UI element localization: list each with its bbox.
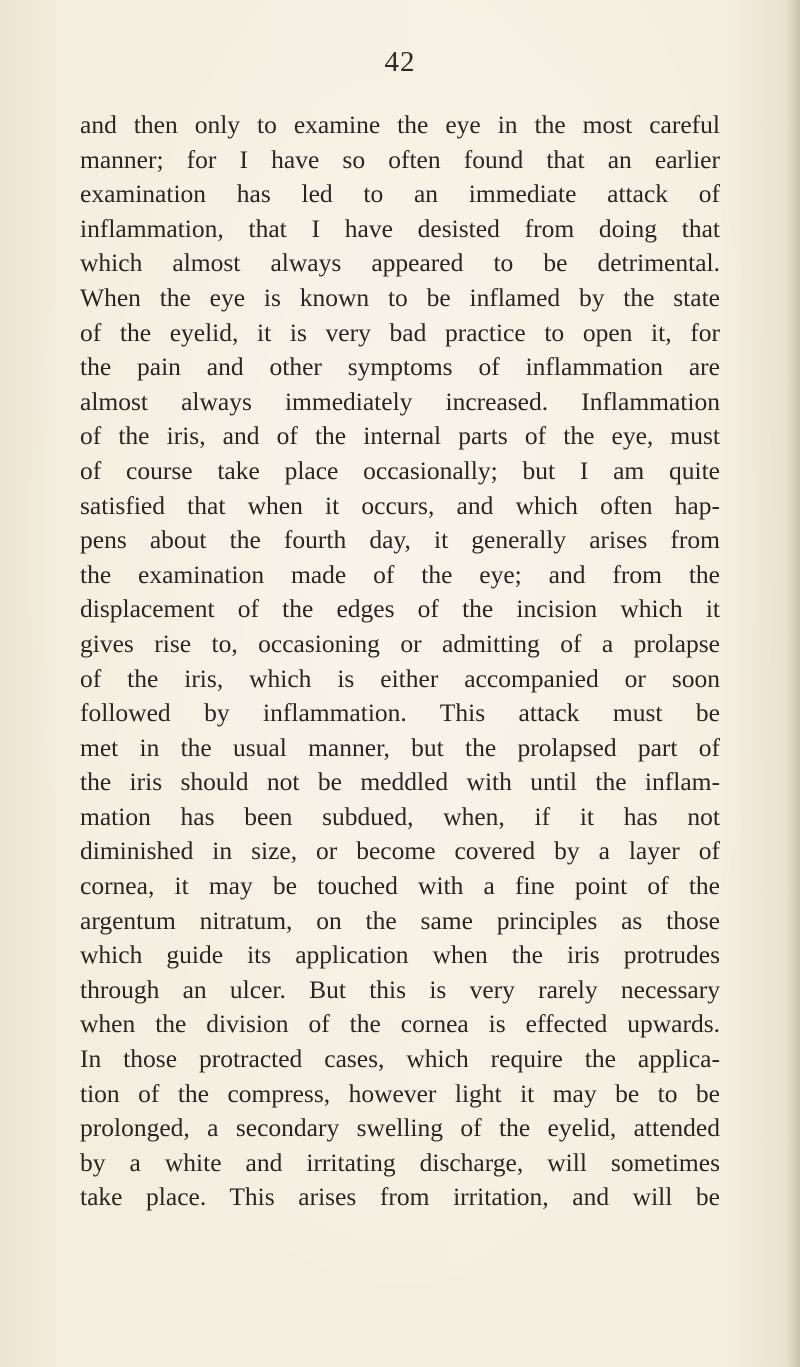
text-line: met in the usual manner, but the prolapsed part of: [80, 732, 720, 762]
page-number: 42: [384, 46, 416, 78]
text-line: the iris should not be meddled with until the inflam-: [80, 767, 720, 797]
text-line: when the division of the cornea is effected upwards.: [80, 1009, 720, 1039]
text-line: which guide its application when the iris protrudes: [80, 940, 720, 970]
text-line: almost always immediately increased. Inflammation: [80, 386, 720, 416]
text-line: cornea, it may be touched with a fine point of the: [80, 871, 720, 901]
text-line: through an ulcer. But this is very rarely necessary: [80, 974, 720, 1004]
text-line: of course take place occasionally; but I am quite: [80, 455, 720, 485]
text-line: satisfied that when it occurs, and which often hap-: [80, 490, 720, 520]
body-text: [80, 108, 720, 1215]
text-line: of the iris, and of the internal parts of the eye, must: [80, 421, 720, 451]
text-line: take place. This arises from irritation, and will be: [80, 1182, 720, 1212]
text-line: and then only to examine the eye in the most careful: [80, 110, 720, 139]
text-line: In those protracted cases, which require the applica-: [80, 1044, 720, 1074]
text-line: argentum nitratum, on the same principles as those: [80, 905, 720, 935]
text-line: diminished in size, or become covered by a layer of: [80, 836, 720, 866]
text-line: by a white and irritating discharge, will sometimes: [80, 1147, 720, 1177]
text-line: the pain and other symptoms of inflammation are: [80, 352, 720, 382]
text-line: gives rise to, occasioning or admitting of a prolapse: [80, 628, 720, 658]
text-line: which almost always appeared to be detrimental.: [80, 248, 720, 278]
text-line: mation has been subdued, when, if it has not: [80, 801, 720, 831]
text-line: of the iris, which is either accompanied or soon: [80, 663, 720, 693]
text-line: the examination made of the eye; and from the: [80, 559, 720, 589]
text-line: inflammation, that I have desisted from doing that: [80, 213, 720, 243]
text-line: prolonged, a secondary swelling of the eyelid, attended: [80, 1113, 720, 1143]
page-edge-shadow: [786, 0, 800, 1367]
text-line: of the eyelid, it is very bad practice to open it, for: [80, 317, 720, 347]
text-line: followed by inflammation. This attack must be: [80, 698, 720, 728]
text-line: manner; for I have so often found that an earlier: [80, 144, 720, 174]
text-line: pens about the fourth day, it generally arises from: [80, 525, 720, 555]
text-line: displacement of the edges of the incision which it: [80, 594, 720, 624]
text-line: When the eye is known to be inflamed by the state: [80, 282, 720, 312]
text-line: examination has led to an immediate attack of: [80, 179, 720, 209]
text-line: tion of the compress, however light it may be to be: [80, 1078, 720, 1108]
